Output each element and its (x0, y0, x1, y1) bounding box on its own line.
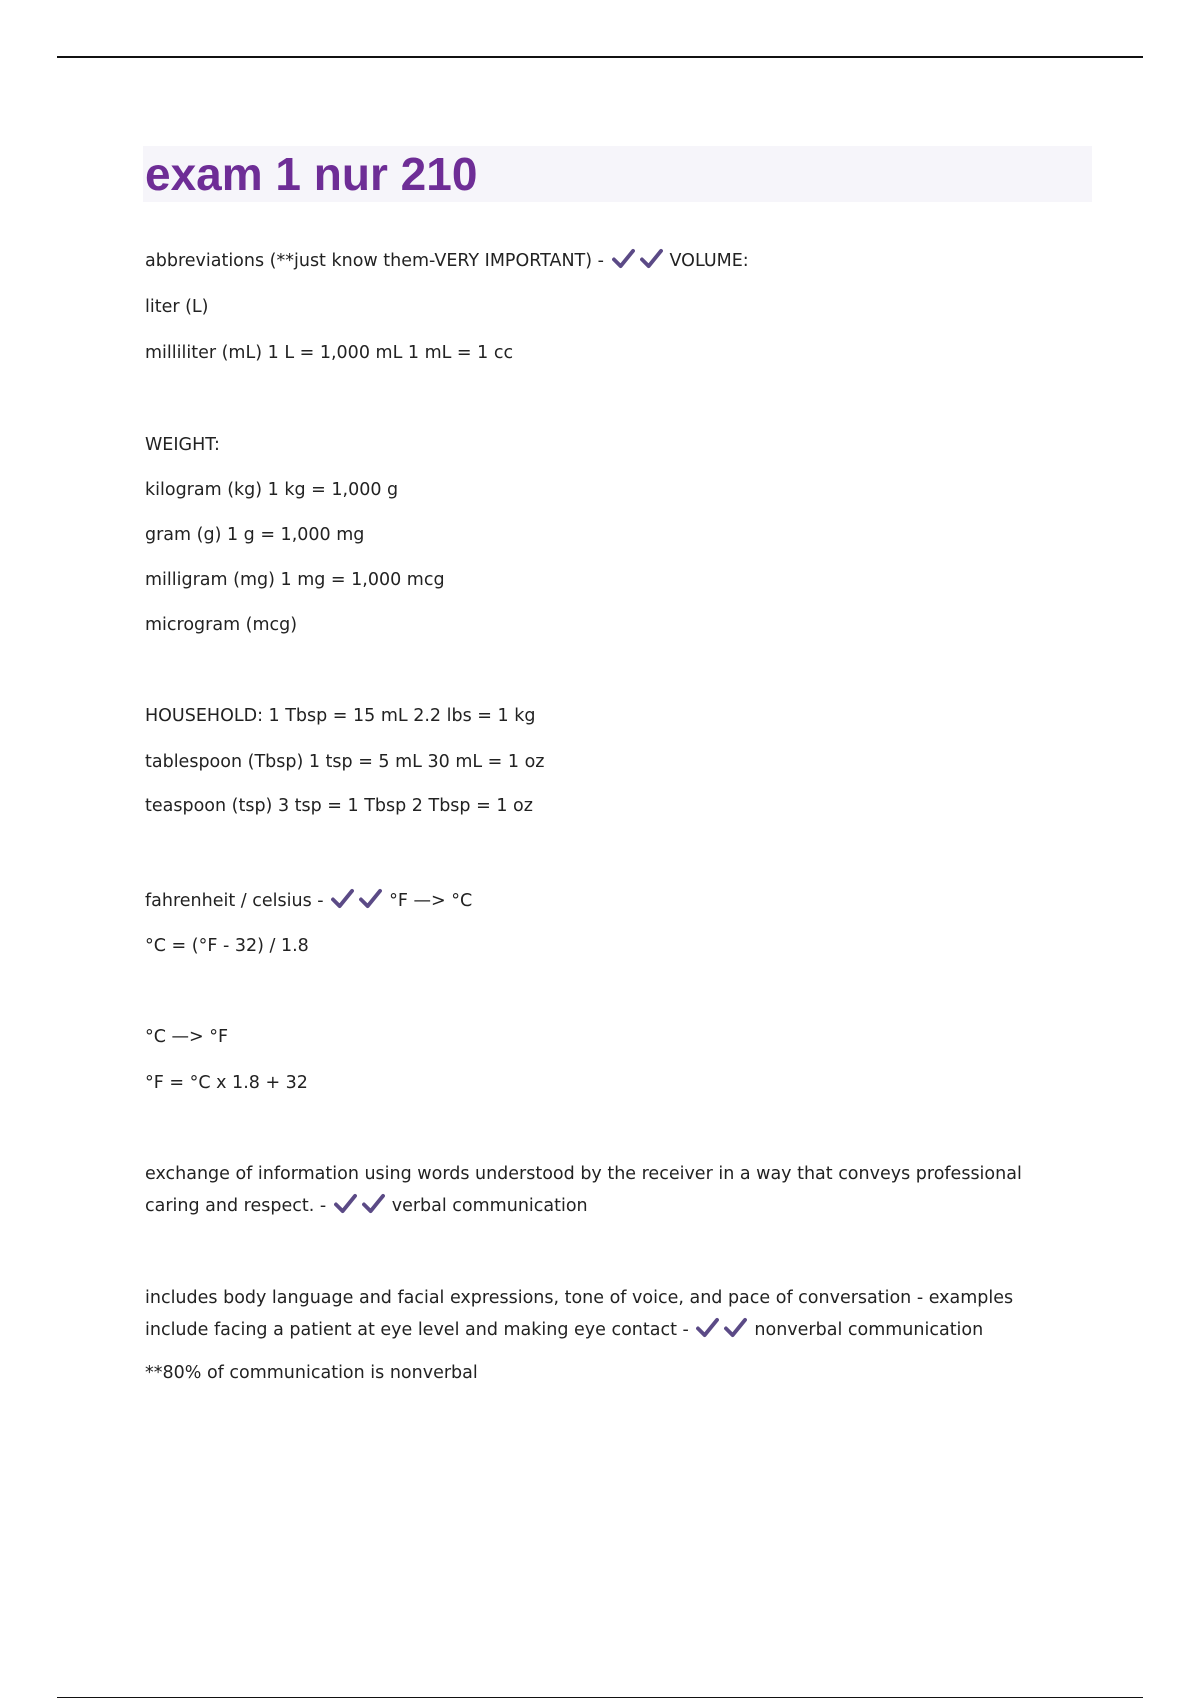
bottom-rule (57, 1697, 1143, 1698)
text-line: °C —> °F (145, 1027, 229, 1047)
flashcard-abbreviations (145, 245, 1045, 278)
title-banner (143, 146, 1092, 202)
check-icon (724, 1317, 747, 1338)
page-title: exam 1 nur 210 (145, 148, 478, 200)
text-line: milligram (mg) 1 mg = 1,000 mcg (145, 570, 445, 590)
text-line: liter (L) (145, 297, 209, 317)
term-text: includes body language and facial expressions, tone of voice, and pace of conversation - examples include facing a patient at eye level and making eye contact - (145, 1288, 1014, 1340)
text-line: teaspoon (tsp) 3 tsp = 1 Tbsp 2 Tbsp = 1 oz (145, 796, 533, 816)
text-line: milliliter (mL) 1 L = 1,000 mL 1 mL = 1 cc (145, 343, 514, 363)
answer-text: VOLUME: (669, 251, 749, 271)
flashcard-temperature (145, 885, 1045, 918)
text-line: kilogram (kg) 1 kg = 1,000 g (145, 480, 399, 500)
check-icon (640, 248, 663, 269)
text-line: WEIGHT: (145, 435, 220, 455)
term-text: fahrenheit / celsius - (145, 891, 324, 911)
top-rule (57, 56, 1143, 58)
check-icons (612, 245, 668, 278)
answer-text: °F —> °C (389, 891, 473, 911)
check-icons (696, 1314, 752, 1346)
check-icons (331, 885, 387, 918)
check-icons (334, 1190, 390, 1222)
check-icon (696, 1317, 719, 1338)
flashcard-nonverbal (145, 1282, 1045, 1346)
check-icon (362, 1193, 385, 1214)
text-line: tablespoon (Tbsp) 1 tsp = 5 mL 30 mL = 1 oz (145, 752, 545, 772)
text-line: °C = (°F - 32) / 1.8 (145, 936, 309, 956)
text-line: °F = °C x 1.8 + 32 (145, 1073, 308, 1093)
check-icon (331, 888, 354, 909)
answer-text: nonverbal communication (754, 1320, 984, 1340)
text-line: HOUSEHOLD: 1 Tbsp = 15 mL 2.2 lbs = 1 kg (145, 706, 536, 726)
check-icon (334, 1193, 357, 1214)
check-icon (359, 888, 382, 909)
flashcard-verbal (145, 1158, 1045, 1222)
text-line: microgram (mcg) (145, 615, 298, 635)
answer-text: verbal communication (391, 1196, 588, 1216)
text-line: gram (g) 1 g = 1,000 mg (145, 525, 365, 545)
term-text: abbreviations (**just know them-VERY IMPORTANT) - (145, 251, 604, 271)
check-icon (612, 248, 635, 269)
term-text: exchange of information using words understood by the receiver in a way that conveys professional caring and respect. - (145, 1164, 1022, 1216)
text-line: **80% of communication is nonverbal (145, 1363, 478, 1383)
